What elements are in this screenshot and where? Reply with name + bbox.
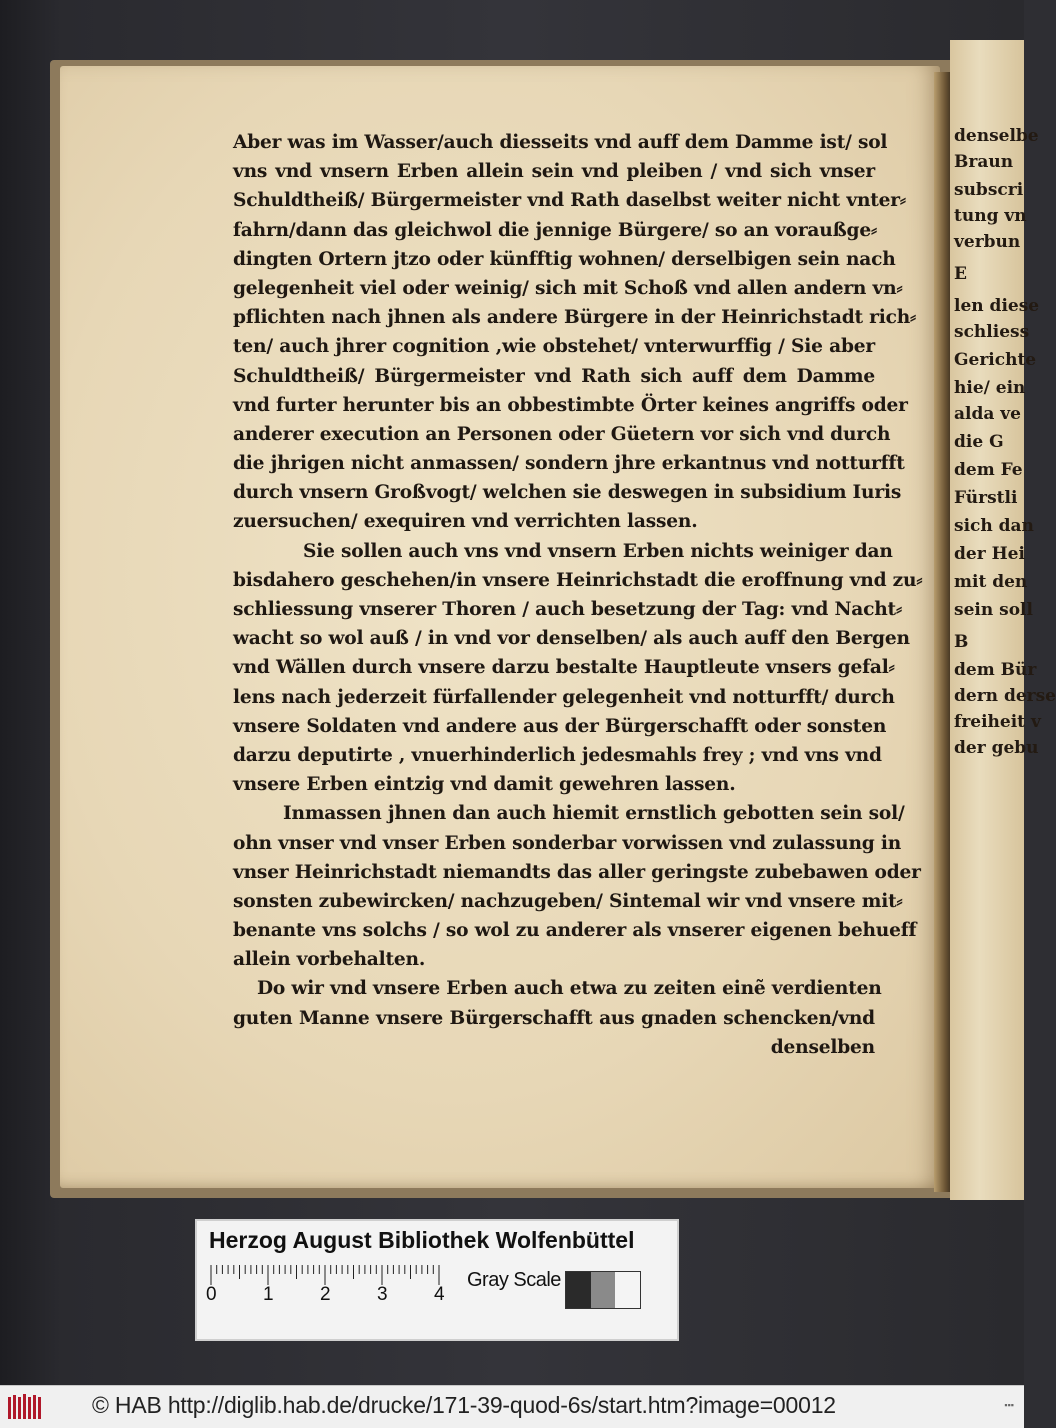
ruler-number: 0 — [206, 1284, 217, 1305]
text-line: sonsten zubewircken/ nachzugeben/ Sintemal wir vnd vnsere mit⸗ — [233, 890, 903, 912]
swatch-dark — [566, 1272, 591, 1308]
text-line: die jhrigen nicht anmassen/ sondern jhre erkantnus vnd notturfft — [233, 453, 905, 475]
facing-page-text: tung vn — [954, 206, 1027, 226]
text-line: Aber was im Wasser/auch diesseits vnd auff dem Damme ist/ sol — [233, 132, 888, 153]
facing-page-text: freiheit v — [954, 712, 1041, 732]
facing-page-text: schliess — [954, 322, 1030, 342]
text-line: pflichten nach jhnen als andere Bürgere in der Heinrichstadt rich⸗ — [233, 307, 917, 329]
text-line: zuersuchen/ exequiren vnd verrichten lassen. — [233, 511, 698, 533]
text-line: vnsere Soldaten vnd andere aus der Bürgerschafft oder sonsten — [233, 715, 887, 737]
text-line: vnd Wällen durch vnsere darzu bestalte Hauptleute vnsers gefal⸗ — [233, 657, 895, 679]
facing-page-text: Braun — [954, 152, 1014, 172]
text-line: vnd furter herunter bis an obbestimbte Örter keines angriffs oder — [233, 394, 908, 416]
facing-page-text: mit den — [954, 572, 1028, 592]
footer-bar — [0, 1385, 1024, 1428]
text-line: guten Manne vnsere Bürgerschafft aus gnaden schencken/vnd — [233, 1007, 875, 1029]
facing-page-text: dern derse — [954, 686, 1056, 706]
hab-logo-icon — [6, 1392, 42, 1422]
text-line: anderer execution an Personen oder Güetern vor sich vnd durch — [233, 423, 891, 445]
ruler-number: 3 — [377, 1284, 388, 1305]
color-target-card — [195, 1219, 679, 1341]
facing-page-text: der gebu — [954, 738, 1039, 758]
page-text — [233, 128, 923, 1062]
text-line: Do wir vnd vnsere Erben auch etwa zu zeiten einẽ verdienten — [257, 978, 882, 1000]
facing-page-text: hie/ ein — [954, 378, 1026, 398]
swatch-mid — [591, 1272, 616, 1308]
ruler-number: 4 — [434, 1284, 445, 1305]
text-line: bisdahero geschehen/in vnsere Heinrichstadt die eroffnung vnd zu⸗ — [233, 569, 923, 591]
text-line: Inmassen jhnen dan auch hiemit ernstlich gebotten sein sol/ — [283, 803, 905, 825]
text-line: allein vorbehalten. — [233, 949, 426, 971]
text-line: vnsere Erben eintzig vnd damit gewehren lassen. — [233, 774, 736, 796]
text-line: lens nach jederzeit fürfallender gelegenheit vnd notturfft/ durch — [233, 686, 895, 708]
text-line: Schuldtheiß/ Bürgermeister vnd Rath sich auff dem Damme — [233, 365, 875, 387]
facing-page-text: Gerichte — [954, 350, 1037, 370]
text-line: gelegenheit viel oder weinig/ sich mit Schoß vnd allen andern vn⸗ — [233, 277, 903, 299]
swatch-light — [615, 1272, 640, 1308]
text-line: wacht so wol auß / in vnd vor denselben/ als auch auff den Bergen — [233, 628, 910, 650]
text-line: fahrn/dann das gleichwol die jennige Bürgere/ so an voraußge⸗ — [233, 219, 877, 241]
text-line: dingten Ortern jtzo oder künfftig wohnen/ derselbigen sein nach — [233, 248, 896, 270]
footer-mark: ▪▪▪ — [1004, 1400, 1014, 1410]
facing-page-text: dem Fe — [954, 460, 1023, 480]
facing-page-text: Fürstli — [954, 488, 1018, 508]
text-line: durch vnsern Großvogt/ welchen sie deswegen in subsidium Iuris — [233, 482, 902, 504]
facing-page-text: der Hei — [954, 544, 1025, 564]
text-line: vns vnd vnsern Erben allein sein vnd pleiben / vnd sich vnser — [233, 161, 875, 183]
text-line: darzu deputirte , vnuerhinderlich jedesmahls frey ; vnd vns vnd — [233, 744, 882, 766]
facing-page-text: subscri — [954, 180, 1024, 200]
footer-url[interactable]: © HAB http://diglib.hab.de/drucke/171-39-quod-6s/start.htm?image=00012 — [92, 1392, 836, 1418]
text-line: vnser Heinrichstadt niemandts das aller geringste zubebawen oder — [233, 861, 921, 883]
facing-page-text: alda ve — [954, 404, 1021, 424]
facing-page-text: len diese — [954, 296, 1040, 316]
catchword: denselben — [770, 1036, 875, 1058]
facing-page-text: sich dan — [954, 516, 1034, 536]
ruler-number: 1 — [263, 1284, 274, 1305]
facing-page-text: verbun — [954, 232, 1021, 252]
gray-scale-swatches — [565, 1271, 641, 1309]
facing-page-text: die G — [954, 432, 1004, 452]
ruler — [206, 1265, 449, 1305]
text-line: Schuldtheiß/ Bürgermeister vnd Rath daselbst weiter nicht vnter⸗ — [233, 190, 906, 212]
facing-page-text: sein soll — [954, 600, 1033, 620]
facing-page-text: dem Bür — [954, 660, 1037, 680]
text-line: benante vns solchs / so wol zu anderer als vnserer eigenen behueff — [233, 920, 917, 942]
facing-page-text: denselbe — [954, 126, 1039, 146]
gray-scale-label: Gray Scale — [467, 1269, 561, 1291]
text-line: schliessung vnserer Thoren / auch besetzung der Tag: vnd Nacht⸗ — [233, 599, 902, 620]
facing-page-text: B — [954, 632, 969, 652]
ruler-number: 2 — [320, 1284, 331, 1305]
facing-page-fragment — [950, 40, 1056, 1200]
library-name: Herzog August Bibliothek Wolfenbüttel — [209, 1227, 635, 1253]
text-line: Sie sollen auch vns vnd vnsern Erben nichts weiniger dan — [303, 540, 893, 562]
text-line: ten/ auch jhrer cognition ,wie obstehet/ vnterwurffig / Sie aber — [233, 336, 875, 358]
text-line: ohn vnser vnd vnser Erben sonderbar vorwissen vnd zulassung in — [233, 832, 902, 854]
facing-page-text: E — [954, 264, 967, 284]
